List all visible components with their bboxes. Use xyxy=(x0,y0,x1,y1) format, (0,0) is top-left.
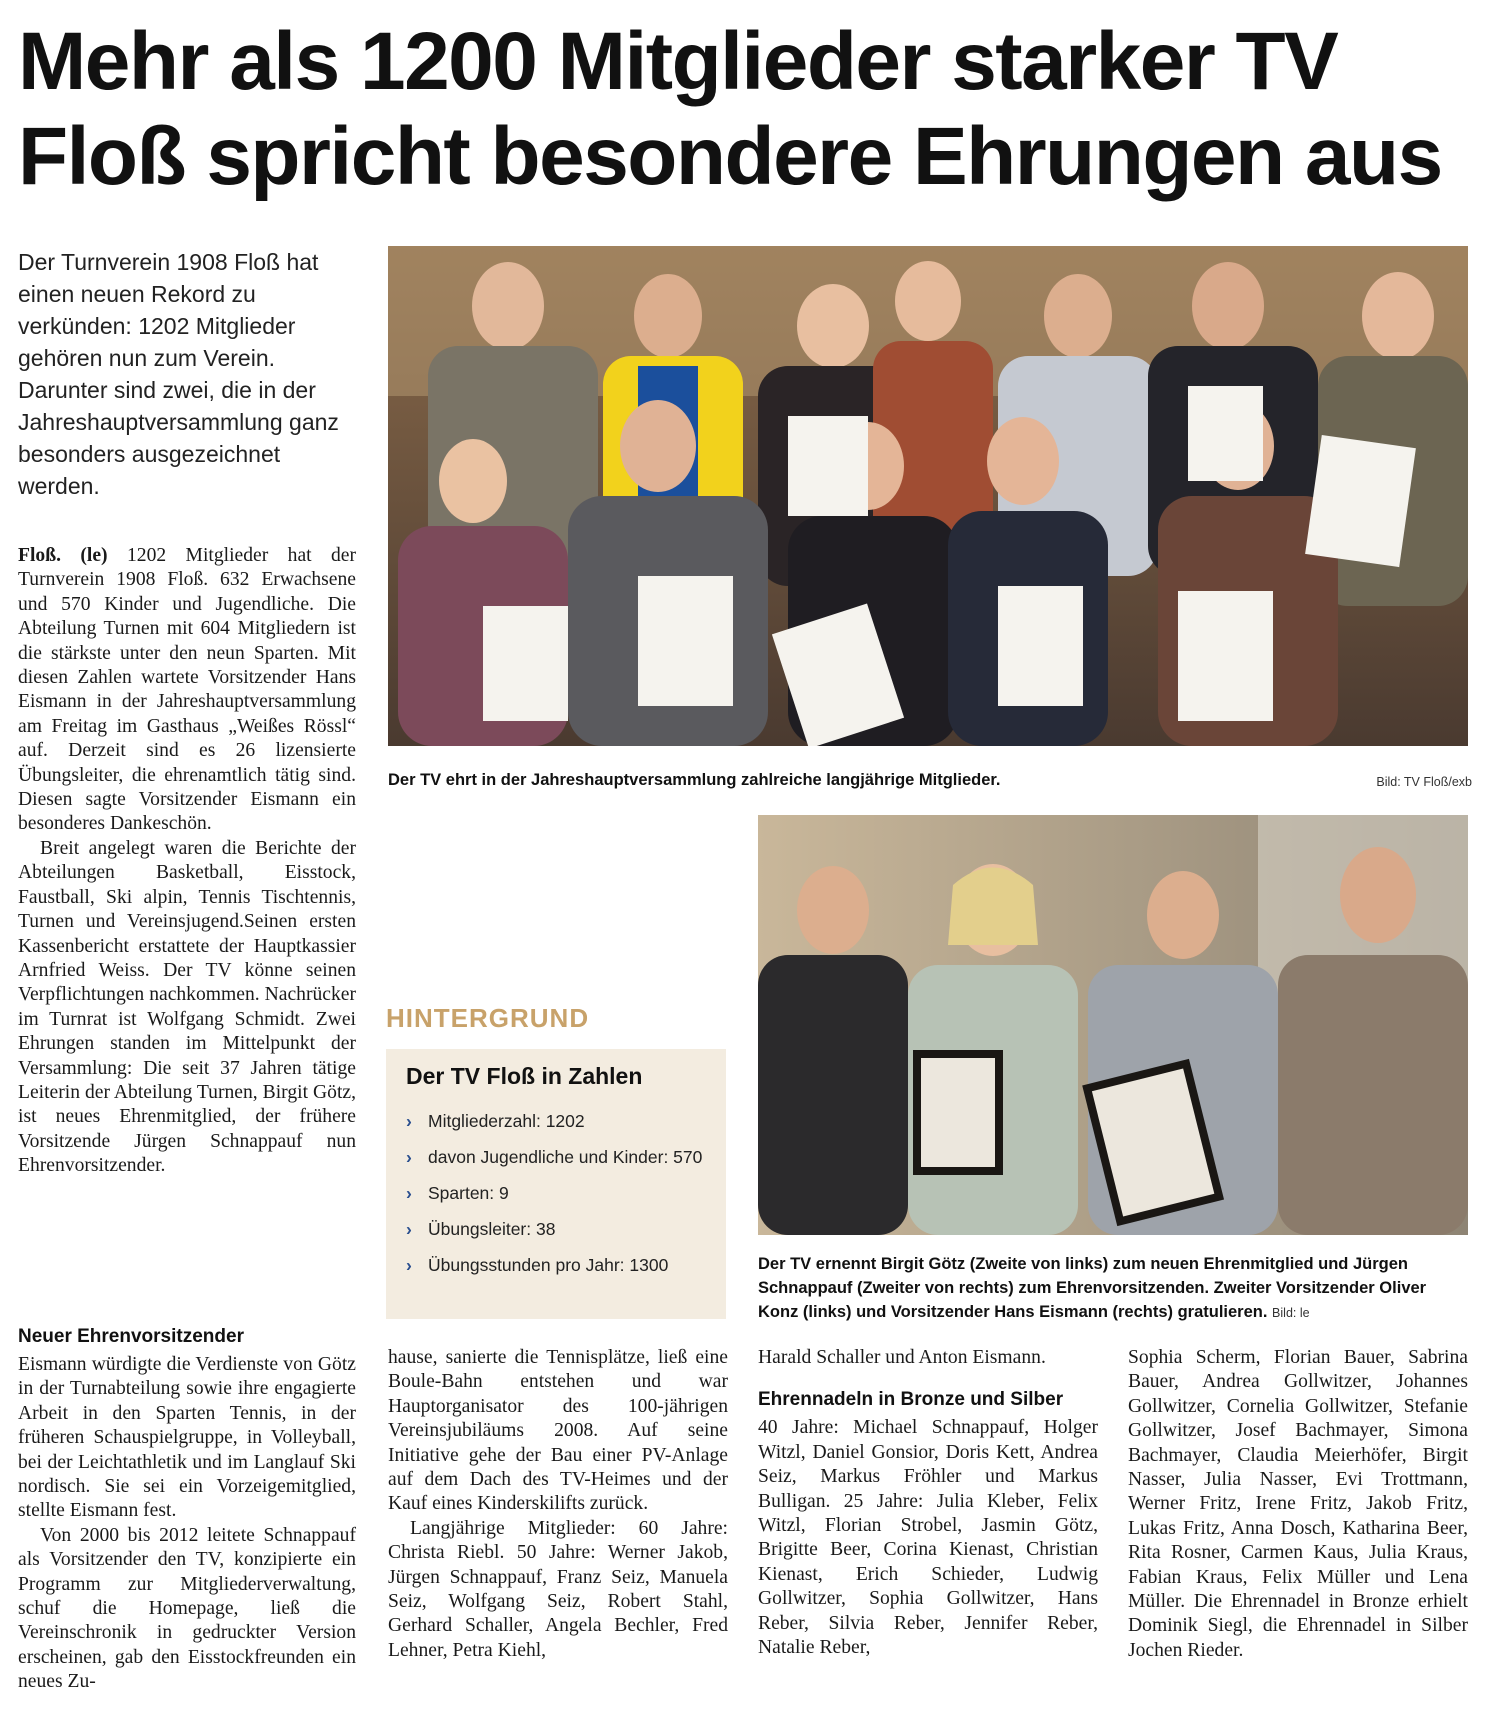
photo-1-caption-text: Der TV ehrt in der Jahreshauptversammlung zahlreiche langjährige Mitglieder. xyxy=(388,771,1001,789)
paragraph-1-text: 1202 Mitglieder hat der Turnverein 1908 Floß. 632 Erwachsene und 570 Kinder und Jugendliche. Die Abteilung Turnen mit 604 Mitgliedern ist die stärkste unter den neun Sparten. Mit diesen Zahlen wartete Vorsitzender Hans Eismann in der Jahreshauptversammlung am Freitag im Gasthaus „Weißes Rössl“ auf. Derzeit sind es 26 lizensierte Übungsleiter, die ehrenamtlich tätig sind. Diesen sagte Vorsitzender Eismann ein besonderes Dankeschön. xyxy=(18,545,356,835)
photo-1-credit: Bild: TV Floß/exb xyxy=(1376,775,1472,789)
article-column-4 xyxy=(1128,1346,1468,1663)
factbox-item-text: Sparten: 9 xyxy=(428,1183,509,1203)
factbox-item xyxy=(406,1253,706,1277)
factbox-item-text: Übungsstunden pro Jahr: 1300 xyxy=(428,1255,669,1275)
group-photo-image xyxy=(388,246,1468,746)
group-photo xyxy=(388,246,1468,746)
honors-photo-image xyxy=(758,815,1468,1235)
honors-photo xyxy=(758,815,1468,1235)
background-label: HINTERGRUND xyxy=(386,1003,590,1033)
article-column-1-lower xyxy=(18,1325,356,1695)
chevron-right-icon: › xyxy=(406,1255,412,1275)
article-column-3 xyxy=(758,1346,1098,1660)
photo-2-caption xyxy=(758,1252,1468,1325)
chevron-right-icon: › xyxy=(406,1111,412,1131)
factbox-item xyxy=(406,1217,706,1241)
article-column-2 xyxy=(388,1346,728,1663)
paragraph-3: Eismann würdigte die Verdienste von Götz in der Turnabteilung sowie ihre engagierte Arbeit in den Sparten Tennis, in der früheren Schauspielgruppe, in Volleyball, bei der Leichtathletik und im Langlauf Ski nordisch. Sie sei ein Vorzeigemitglied, stellte Eismann fest. xyxy=(18,1354,356,1522)
subhead-ehrenvorsitzender: Neuer Ehrenvorsitzender xyxy=(18,1326,244,1347)
paragraph-4: Von 2000 bis 2012 leitete Schnappauf als Vorsitzender den TV, konzipierte ein Programm zur Mitgliederverwaltung, schuf die Homepage, ließ die Vereinschronik in gedruckter Version erscheinen, gab den Eisstockfreunden ein neues Zu- xyxy=(18,1524,356,1693)
paragraph-2: Breit angelegt waren die Berichte der Abteilungen Basketball, Eisstock, Faustball, Ski alpin, Tennis Tischtennis, Turnen und Vereinsjugend.Seinen ersten Kassenbericht erstattete der Hauptkassier Arnfried Weiss. Der TV könne seinen Verpflichtungen nachkommen. Nachrücker im Turnrat ist Wolfgang Schmidt. Zwei Ehrungen standen im Mittelpunkt der Versammlung: Die seit 37 Jahren tätige Leiterin der Abteilung Turnen, Birgit Götz, ist neues Ehrenmitglied, der frühere Vorsitzende Jürgen Schnappauf nun Ehrenvorsitzender. xyxy=(18,837,356,1177)
factbox-item xyxy=(406,1109,706,1133)
factbox-item-text: Mitgliederzahl: 1202 xyxy=(428,1111,585,1131)
factbox-item-text: Übungsleiter: 38 xyxy=(428,1219,556,1239)
factbox-item xyxy=(406,1145,706,1169)
dateline: Floß. (le) xyxy=(18,545,108,566)
paragraph-6: 40 Jahre: Michael Schnappauf, Holger Witzl, Daniel Gonsior, Doris Kett, Andrea Seiz, Markus Fröhler und Markus Bulligan. 25 Jahre: Julia Kleber, Felix Witzl, Florian Strobel, Jasmin Götz, Brigitte Beer, Corina Kienast, Christian Kienast, Erich Schieder, Ludwig Gollwitzer, Sophia Gollwitzer, Hans Reber, Silvia Reber, Jennifer Reber, Natalie Reber, xyxy=(758,1417,1098,1659)
chevron-right-icon: › xyxy=(406,1147,412,1167)
lead-paragraph: Der Turnverein 1908 Floß hat einen neuen Rekord zu verkünden: 1202 Mitglieder gehören nun zum Verein. Darunter sind zwei, die in der Jahreshauptversammlung ganz besonders ausgezeichnet werden. xyxy=(18,249,339,499)
photo-2-credit: Bild: le xyxy=(1272,1306,1310,1320)
paragraph-1 xyxy=(18,544,356,837)
photo-2-caption-text: Der TV ernennt Birgit Götz (Zweite von links) zum neuen Ehrenmitglied und Jürgen Schnappauf (Zweiter von rechts) zum Ehrenvorsitzenden. Zweiter Vorsitzender Oliver Konz (links) und Vorsitzender Hans Eismann (rechts) gratulieren. xyxy=(758,1255,1427,1321)
paragraph-5: Langjährige Mitglieder: 60 Jahre: Christa Riebl. 50 Jahre: Werner Jakob, Jürgen Schnappauf, Franz Seiz, Manuela Seiz, Wolfgang Seiz, Robert Stahl, Gerhard Schaller, Angela Bechler, Fred Lehner, Petra Kiehl, xyxy=(388,1517,728,1661)
chevron-right-icon: › xyxy=(406,1219,412,1239)
factbox-list xyxy=(406,1109,706,1289)
factbox xyxy=(386,1049,726,1319)
paragraph-6-continued: Sophia Scherm, Florian Bauer, Sabrina Bauer, Andrea Gollwitzer, Johannes Gollwitzer, Cornelia Gollwitzer, Stefanie Gollwitzer, Josef Bachmayer, Simona Bachmayer, Claudia Meierhöfer, Birgit Nasser, Julia Nasser, Evi Trottmann, Werner Fritz, Irene Fritz, Jakob Fritz, Lukas Fritz, Anna Dosch, Katharina Beer, Rita Rosner, Carmen Kaus, Julia Kraus, Fabian Kraus, Felix Müller und Lena Müller. Die Ehrennadel in Bronze erhielt Dominik Siegl, die Ehrennadel in Silber Jochen Rieder. xyxy=(1128,1347,1468,1661)
chevron-right-icon: › xyxy=(406,1183,412,1203)
subhead-ehrennadeln: Ehrennadeln in Bronze und Silber xyxy=(758,1389,1064,1411)
paragraph-4-continued: hause, sanierte die Tennisplätze, ließ eine Boule-Bahn entstehen und war Hauptorganisator des 100-jährigen Vereinsjubiläums 2008. Auf seine Initiative gehe der Bau einer PV-Anlage auf dem Dach des TV-Heimes und der Kauf eines Kinderskilifts zurück. xyxy=(388,1347,728,1515)
factbox-item xyxy=(406,1181,706,1205)
article-column-1 xyxy=(18,544,356,1179)
paragraph-5-continued: Harald Schaller und Anton Eismann. xyxy=(758,1347,1046,1368)
headline: Mehr als 1200 Mitglieder starker TV Floß spricht besondere Ehrungen aus xyxy=(18,16,1442,202)
photo-1-caption xyxy=(388,768,1288,792)
factbox-item-text: davon Jugendliche und Kinder: 570 xyxy=(428,1147,703,1167)
factbox-title: Der TV Floß in Zahlen xyxy=(406,1063,643,1089)
